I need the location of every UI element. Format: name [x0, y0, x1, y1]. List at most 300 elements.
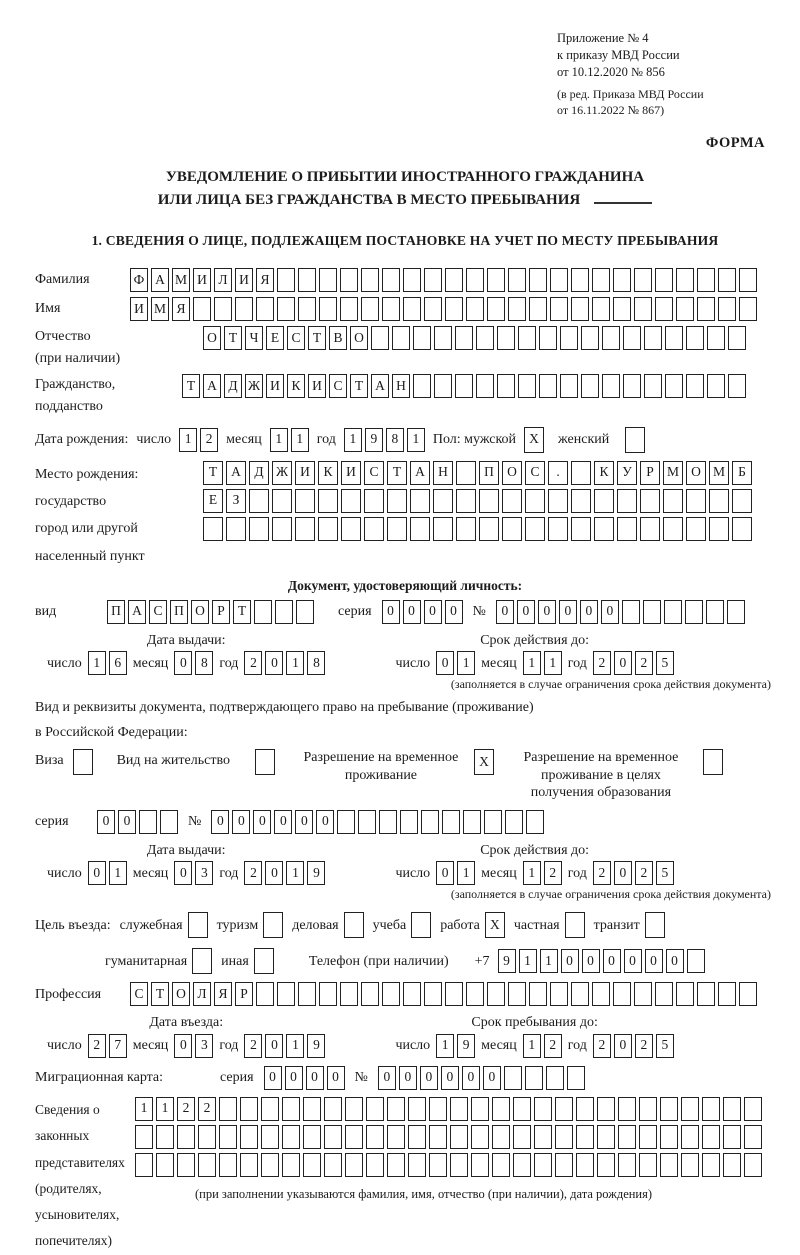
char-cell[interactable]	[546, 1066, 564, 1090]
char-cell[interactable]: К	[287, 374, 305, 398]
char-cell[interactable]: Т	[387, 461, 407, 485]
char-cell[interactable]	[410, 517, 430, 541]
char-cell[interactable]: 6	[109, 651, 127, 675]
char-cell[interactable]	[296, 600, 314, 624]
char-cell[interactable]: П	[170, 600, 188, 624]
char-cell[interactable]	[434, 326, 452, 350]
char-cell[interactable]	[718, 268, 736, 292]
option-checkbox[interactable]	[565, 912, 585, 938]
char-cell[interactable]	[408, 1097, 426, 1121]
char-cell[interactable]: Н	[433, 461, 453, 485]
char-cell[interactable]	[539, 374, 557, 398]
char-cell[interactable]	[433, 517, 453, 541]
char-cell[interactable]: С	[149, 600, 167, 624]
char-cell[interactable]	[487, 297, 505, 321]
char-cell[interactable]	[707, 326, 725, 350]
char-cell[interactable]	[392, 326, 410, 350]
char-cell[interactable]	[156, 1125, 174, 1149]
char-cell[interactable]	[613, 297, 631, 321]
char-cell[interactable]	[382, 982, 400, 1006]
char-cell[interactable]	[622, 600, 640, 624]
char-cell[interactable]	[623, 374, 641, 398]
char-cell[interactable]	[319, 297, 337, 321]
char-cell[interactable]: 0	[517, 600, 535, 624]
char-cell[interactable]	[387, 1153, 405, 1177]
char-cell[interactable]	[548, 489, 568, 513]
char-cell[interactable]	[702, 1097, 720, 1121]
char-cell[interactable]: З	[226, 489, 246, 513]
char-cell[interactable]	[744, 1153, 762, 1177]
char-cell[interactable]	[361, 268, 379, 292]
char-cell[interactable]	[655, 268, 673, 292]
char-cell[interactable]	[732, 489, 752, 513]
char-cell[interactable]: 0	[582, 949, 600, 973]
char-cell[interactable]: 0	[441, 1066, 459, 1090]
char-cell[interactable]	[256, 982, 274, 1006]
char-cell[interactable]	[358, 810, 376, 834]
char-cell[interactable]: 1	[457, 861, 475, 885]
char-cell[interactable]: А	[128, 600, 146, 624]
char-cell[interactable]: 0	[306, 1066, 324, 1090]
char-cell[interactable]: А	[226, 461, 246, 485]
char-cell[interactable]	[571, 268, 589, 292]
char-cell[interactable]	[177, 1125, 195, 1149]
char-cell[interactable]	[387, 1125, 405, 1149]
char-cell[interactable]	[571, 489, 591, 513]
char-cell[interactable]	[445, 982, 463, 1006]
char-cell[interactable]	[555, 1097, 573, 1121]
char-cell[interactable]	[640, 517, 660, 541]
char-cell[interactable]	[295, 489, 315, 513]
char-cell[interactable]: О	[502, 461, 522, 485]
char-cell[interactable]	[324, 1125, 342, 1149]
char-cell[interactable]	[471, 1125, 489, 1149]
char-cell[interactable]: 5	[656, 1034, 674, 1058]
char-cell[interactable]: И	[308, 374, 326, 398]
char-cell[interactable]	[718, 982, 736, 1006]
char-cell[interactable]	[282, 1125, 300, 1149]
char-cell[interactable]	[456, 517, 476, 541]
char-cell[interactable]: 1	[523, 861, 541, 885]
char-cell[interactable]: С	[130, 982, 148, 1006]
char-cell[interactable]	[450, 1153, 468, 1177]
char-cell[interactable]: 0	[285, 1066, 303, 1090]
char-cell[interactable]	[663, 489, 683, 513]
char-cell[interactable]	[618, 1153, 636, 1177]
char-cell[interactable]: 3	[195, 1034, 213, 1058]
char-cell[interactable]: 3	[195, 861, 213, 885]
char-cell[interactable]	[518, 326, 536, 350]
char-cell[interactable]	[272, 489, 292, 513]
char-cell[interactable]	[442, 810, 460, 834]
char-cell[interactable]: Я	[256, 268, 274, 292]
char-cell[interactable]: 2	[635, 861, 653, 885]
char-cell[interactable]: М	[663, 461, 683, 485]
char-cell[interactable]	[366, 1153, 384, 1177]
char-cell[interactable]	[445, 297, 463, 321]
char-cell[interactable]	[643, 600, 661, 624]
char-cell[interactable]	[403, 297, 421, 321]
char-cell[interactable]: X	[474, 749, 494, 775]
char-cell[interactable]	[235, 297, 253, 321]
char-cell[interactable]: 0	[88, 861, 106, 885]
char-cell[interactable]: И	[295, 461, 315, 485]
option-checkbox[interactable]	[263, 912, 283, 938]
char-cell[interactable]: Ф	[130, 268, 148, 292]
char-cell[interactable]: 0	[424, 600, 442, 624]
char-cell[interactable]: 0	[265, 861, 283, 885]
char-cell[interactable]	[387, 489, 407, 513]
char-cell[interactable]	[744, 1125, 762, 1149]
char-cell[interactable]	[681, 1125, 699, 1149]
char-cell[interactable]	[429, 1125, 447, 1149]
char-cell[interactable]	[739, 297, 757, 321]
char-cell[interactable]: 2	[593, 861, 611, 885]
char-cell[interactable]: С	[364, 461, 384, 485]
char-cell[interactable]	[476, 374, 494, 398]
char-cell[interactable]: К	[594, 461, 614, 485]
char-cell[interactable]	[198, 1153, 216, 1177]
char-cell[interactable]	[261, 1125, 279, 1149]
char-cell[interactable]	[529, 268, 547, 292]
char-cell[interactable]: Т	[151, 982, 169, 1006]
char-cell[interactable]	[597, 1097, 615, 1121]
char-cell[interactable]: И	[235, 268, 253, 292]
char-cell[interactable]: 0	[601, 600, 619, 624]
char-cell[interactable]	[660, 1153, 678, 1177]
char-cell[interactable]	[492, 1153, 510, 1177]
option-checkbox[interactable]	[192, 948, 212, 974]
char-cell[interactable]	[379, 810, 397, 834]
char-cell[interactable]: 1	[523, 651, 541, 675]
char-cell[interactable]: 0	[614, 861, 632, 885]
char-cell[interactable]	[534, 1125, 552, 1149]
char-cell[interactable]	[681, 1097, 699, 1121]
char-cell[interactable]: Л	[214, 268, 232, 292]
char-cell[interactable]: 0	[174, 651, 192, 675]
char-cell[interactable]: 2	[593, 651, 611, 675]
char-cell[interactable]: 1	[407, 428, 425, 452]
char-cell[interactable]	[433, 489, 453, 513]
char-cell[interactable]: 1	[540, 949, 558, 973]
char-cell[interactable]	[254, 600, 272, 624]
char-cell[interactable]	[739, 268, 757, 292]
char-cell[interactable]: 9	[307, 1034, 325, 1058]
char-cell[interactable]	[529, 297, 547, 321]
char-cell[interactable]	[663, 517, 683, 541]
char-cell[interactable]	[298, 297, 316, 321]
char-cell[interactable]	[576, 1097, 594, 1121]
char-cell[interactable]: 2	[244, 1034, 262, 1058]
char-cell[interactable]: 1	[179, 428, 197, 452]
char-cell[interactable]: Т	[350, 374, 368, 398]
char-cell[interactable]: 7	[109, 1034, 127, 1058]
char-cell[interactable]: Т	[203, 461, 223, 485]
char-cell[interactable]: 0	[382, 600, 400, 624]
char-cell[interactable]	[665, 374, 683, 398]
char-cell[interactable]	[502, 489, 522, 513]
char-cell[interactable]	[634, 982, 652, 1006]
char-cell[interactable]	[739, 982, 757, 1006]
char-cell[interactable]	[382, 268, 400, 292]
char-cell[interactable]: 5	[656, 861, 674, 885]
char-cell[interactable]: 0	[174, 861, 192, 885]
char-cell[interactable]	[623, 326, 641, 350]
char-cell[interactable]	[303, 1153, 321, 1177]
char-cell[interactable]	[644, 326, 662, 350]
char-cell[interactable]	[193, 297, 211, 321]
char-cell[interactable]	[135, 1125, 153, 1149]
char-cell[interactable]	[463, 810, 481, 834]
char-cell[interactable]: 0	[614, 1034, 632, 1058]
char-cell[interactable]	[424, 982, 442, 1006]
char-cell[interactable]	[198, 1125, 216, 1149]
char-cell[interactable]: Т	[224, 326, 242, 350]
char-cell[interactable]	[728, 374, 746, 398]
char-cell[interactable]: Я	[214, 982, 232, 1006]
char-cell[interactable]	[364, 517, 384, 541]
char-cell[interactable]	[455, 374, 473, 398]
char-cell[interactable]	[450, 1097, 468, 1121]
char-cell[interactable]: 0	[265, 651, 283, 675]
char-cell[interactable]	[450, 1125, 468, 1149]
char-cell[interactable]	[298, 982, 316, 1006]
char-cell[interactable]	[508, 982, 526, 1006]
char-cell[interactable]: Р	[212, 600, 230, 624]
char-cell[interactable]	[594, 489, 614, 513]
char-cell[interactable]: О	[191, 600, 209, 624]
char-cell[interactable]	[361, 982, 379, 1006]
char-cell[interactable]	[597, 1125, 615, 1149]
char-cell[interactable]	[660, 1125, 678, 1149]
char-cell[interactable]	[256, 297, 274, 321]
char-cell[interactable]	[456, 489, 476, 513]
char-cell[interactable]	[555, 1125, 573, 1149]
char-cell[interactable]: Д	[249, 461, 269, 485]
char-cell[interactable]	[581, 326, 599, 350]
char-cell[interactable]: 0	[264, 1066, 282, 1090]
char-cell[interactable]: А	[151, 268, 169, 292]
option-checkbox[interactable]: X	[485, 912, 505, 938]
char-cell[interactable]: 2	[88, 1034, 106, 1058]
char-cell[interactable]	[560, 326, 578, 350]
char-cell[interactable]	[686, 326, 704, 350]
char-cell[interactable]: С	[287, 326, 305, 350]
char-cell[interactable]: 0	[253, 810, 271, 834]
char-cell[interactable]: М	[151, 297, 169, 321]
char-cell[interactable]	[219, 1125, 237, 1149]
char-cell[interactable]: 1	[286, 861, 304, 885]
char-cell[interactable]	[345, 1097, 363, 1121]
char-cell[interactable]	[261, 1097, 279, 1121]
char-cell[interactable]	[686, 489, 706, 513]
char-cell[interactable]	[479, 489, 499, 513]
char-cell[interactable]	[455, 326, 473, 350]
char-cell[interactable]: 0	[445, 600, 463, 624]
char-cell[interactable]	[361, 297, 379, 321]
char-cell[interactable]: О	[203, 326, 221, 350]
char-cell[interactable]: В	[329, 326, 347, 350]
char-cell[interactable]: И	[130, 297, 148, 321]
char-cell[interactable]: 0	[97, 810, 115, 834]
char-cell[interactable]: О	[350, 326, 368, 350]
char-cell[interactable]	[539, 326, 557, 350]
char-cell[interactable]	[709, 517, 729, 541]
char-cell[interactable]: 0	[295, 810, 313, 834]
char-cell[interactable]: М	[172, 268, 190, 292]
char-cell[interactable]	[456, 461, 476, 485]
char-cell[interactable]	[625, 427, 645, 453]
char-cell[interactable]	[177, 1153, 195, 1177]
char-cell[interactable]	[644, 374, 662, 398]
char-cell[interactable]	[403, 268, 421, 292]
char-cell[interactable]	[508, 297, 526, 321]
char-cell[interactable]	[686, 517, 706, 541]
char-cell[interactable]	[594, 517, 614, 541]
char-cell[interactable]: Л	[193, 982, 211, 1006]
option-checkbox[interactable]	[411, 912, 431, 938]
char-cell[interactable]: У	[617, 461, 637, 485]
char-cell[interactable]	[686, 374, 704, 398]
char-cell[interactable]	[277, 297, 295, 321]
char-cell[interactable]	[466, 982, 484, 1006]
char-cell[interactable]	[487, 982, 505, 1006]
char-cell[interactable]	[387, 517, 407, 541]
char-cell[interactable]	[702, 1153, 720, 1177]
char-cell[interactable]: 1	[88, 651, 106, 675]
char-cell[interactable]	[513, 1097, 531, 1121]
char-cell[interactable]	[744, 1097, 762, 1121]
char-cell[interactable]: 8	[195, 651, 213, 675]
char-cell[interactable]: 0	[327, 1066, 345, 1090]
char-cell[interactable]: 0	[265, 1034, 283, 1058]
char-cell[interactable]	[526, 810, 544, 834]
char-cell[interactable]	[550, 268, 568, 292]
char-cell[interactable]	[525, 1066, 543, 1090]
char-cell[interactable]	[513, 1153, 531, 1177]
char-cell[interactable]: Ч	[245, 326, 263, 350]
char-cell[interactable]	[476, 326, 494, 350]
char-cell[interactable]: Я	[172, 297, 190, 321]
char-cell[interactable]	[424, 268, 442, 292]
char-cell[interactable]	[319, 268, 337, 292]
char-cell[interactable]: 1	[344, 428, 362, 452]
char-cell[interactable]	[709, 489, 729, 513]
char-cell[interactable]: 0	[561, 949, 579, 973]
char-cell[interactable]	[277, 982, 295, 1006]
char-cell[interactable]	[249, 489, 269, 513]
char-cell[interactable]: X	[524, 427, 544, 453]
char-cell[interactable]: Б	[732, 461, 752, 485]
char-cell[interactable]: 0	[624, 949, 642, 973]
char-cell[interactable]	[466, 297, 484, 321]
char-cell[interactable]: 9	[365, 428, 383, 452]
char-cell[interactable]	[277, 268, 295, 292]
char-cell[interactable]	[676, 297, 694, 321]
char-cell[interactable]: М	[709, 461, 729, 485]
char-cell[interactable]: 0	[118, 810, 136, 834]
char-cell[interactable]	[366, 1097, 384, 1121]
char-cell[interactable]: 2	[635, 1034, 653, 1058]
char-cell[interactable]: П	[107, 600, 125, 624]
char-cell[interactable]	[707, 374, 725, 398]
char-cell[interactable]	[660, 1097, 678, 1121]
char-cell[interactable]: И	[193, 268, 211, 292]
char-cell[interactable]	[571, 461, 591, 485]
char-cell[interactable]: Ж	[245, 374, 263, 398]
char-cell[interactable]	[505, 810, 523, 834]
char-cell[interactable]: Р	[640, 461, 660, 485]
char-cell[interactable]: 2	[244, 651, 262, 675]
char-cell[interactable]: 1	[135, 1097, 153, 1121]
char-cell[interactable]	[73, 749, 93, 775]
char-cell[interactable]	[576, 1125, 594, 1149]
char-cell[interactable]: И	[266, 374, 284, 398]
char-cell[interactable]	[728, 326, 746, 350]
char-cell[interactable]: 0	[603, 949, 621, 973]
char-cell[interactable]	[341, 489, 361, 513]
char-cell[interactable]	[602, 374, 620, 398]
char-cell[interactable]	[513, 1125, 531, 1149]
char-cell[interactable]	[413, 374, 431, 398]
char-cell[interactable]: Т	[233, 600, 251, 624]
option-checkbox[interactable]	[645, 912, 665, 938]
char-cell[interactable]	[240, 1153, 258, 1177]
char-cell[interactable]: 8	[386, 428, 404, 452]
char-cell[interactable]: 1	[291, 428, 309, 452]
option-checkbox[interactable]	[254, 948, 274, 974]
char-cell[interactable]: 0	[174, 1034, 192, 1058]
char-cell[interactable]	[508, 268, 526, 292]
char-cell[interactable]	[466, 268, 484, 292]
char-cell[interactable]	[366, 1125, 384, 1149]
char-cell[interactable]: 8	[307, 651, 325, 675]
char-cell[interactable]	[602, 326, 620, 350]
char-cell[interactable]	[156, 1153, 174, 1177]
char-cell[interactable]	[617, 489, 637, 513]
char-cell[interactable]	[727, 600, 745, 624]
char-cell[interactable]	[525, 517, 545, 541]
char-cell[interactable]	[697, 297, 715, 321]
char-cell[interactable]	[424, 297, 442, 321]
char-cell[interactable]	[261, 1153, 279, 1177]
char-cell[interactable]: 0	[496, 600, 514, 624]
char-cell[interactable]	[255, 749, 275, 775]
char-cell[interactable]	[581, 374, 599, 398]
char-cell[interactable]: О	[686, 461, 706, 485]
char-cell[interactable]	[400, 810, 418, 834]
char-cell[interactable]: 2	[593, 1034, 611, 1058]
char-cell[interactable]	[697, 268, 715, 292]
char-cell[interactable]: 9	[498, 949, 516, 973]
char-cell[interactable]	[676, 982, 694, 1006]
char-cell[interactable]	[613, 268, 631, 292]
char-cell[interactable]: 0	[580, 600, 598, 624]
char-cell[interactable]	[571, 982, 589, 1006]
char-cell[interactable]: Е	[203, 489, 223, 513]
char-cell[interactable]: 2	[544, 1034, 562, 1058]
char-cell[interactable]	[592, 268, 610, 292]
char-cell[interactable]	[341, 517, 361, 541]
char-cell[interactable]	[655, 297, 673, 321]
char-cell[interactable]: 2	[177, 1097, 195, 1121]
char-cell[interactable]	[410, 489, 430, 513]
char-cell[interactable]	[703, 749, 723, 775]
char-cell[interactable]	[732, 517, 752, 541]
char-cell[interactable]: 1	[156, 1097, 174, 1121]
char-cell[interactable]: Е	[266, 326, 284, 350]
char-cell[interactable]: 0	[614, 651, 632, 675]
